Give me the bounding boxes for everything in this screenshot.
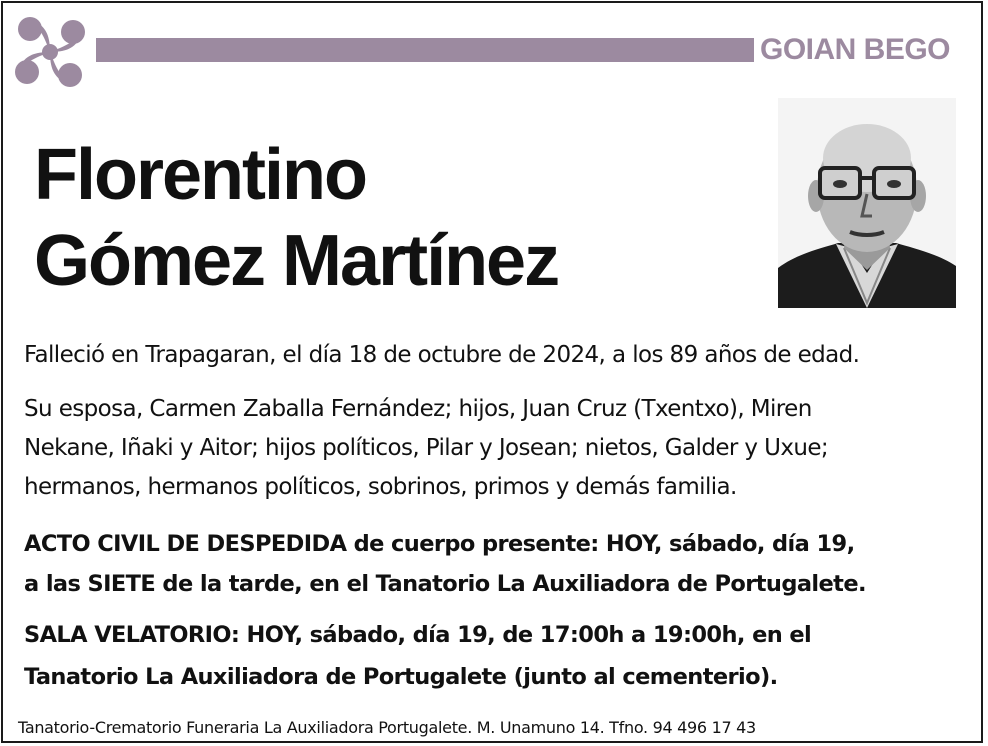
family-line: hermanos, hermanos políticos, sobrinos, primos y demás familia.: [24, 474, 737, 500]
wake-line: Tanatorio La Auxiliadora de Portugalete (junto al cementerio).: [24, 664, 778, 690]
family-line: Nekane, Iñaki y Aitor; hijos políticos, Pilar y Josean; nietos, Galder y Uxue;: [24, 435, 829, 461]
family-line: Su esposa, Carmen Zaballa Fernández; hijos, Juan Cruz (Txentxo), Miren: [24, 396, 812, 422]
brand-title: GOIAN BEGO: [760, 33, 951, 66]
lauburu-icon: [8, 10, 92, 94]
surnames: Gómez Martínez: [34, 221, 559, 301]
wake-line: SALA VELATORIO: HOY, sábado, día 19, de 17:00h a 19:00h, en el: [24, 622, 812, 648]
portrait-photo: [778, 98, 956, 308]
ceremony-paragraph: [24, 524, 964, 604]
header-bar: [96, 38, 754, 62]
deceased-name: [34, 132, 754, 304]
death-notice: Falleció en Trapagaran, el día 18 de octubre de 2024, a los 89 años de edad.: [24, 342, 860, 368]
ceremony-line: ACTO CIVIL DE DESPEDIDA de cuerpo presente: HOY, sábado, día 19,: [24, 531, 855, 557]
family-paragraph: [24, 390, 964, 507]
ceremony-line: a las SIETE de la tarde, en el Tanatorio La Auxiliadora de Portugalete.: [24, 571, 866, 597]
funeral-home-footer: Tanatorio-Crematorio Funeraria La Auxiliadora Portugalete. M. Unamuno 14. Tfno. 94 496 17 43: [18, 718, 756, 737]
first-name: Florentino: [34, 135, 366, 215]
wake-paragraph: [24, 614, 964, 698]
